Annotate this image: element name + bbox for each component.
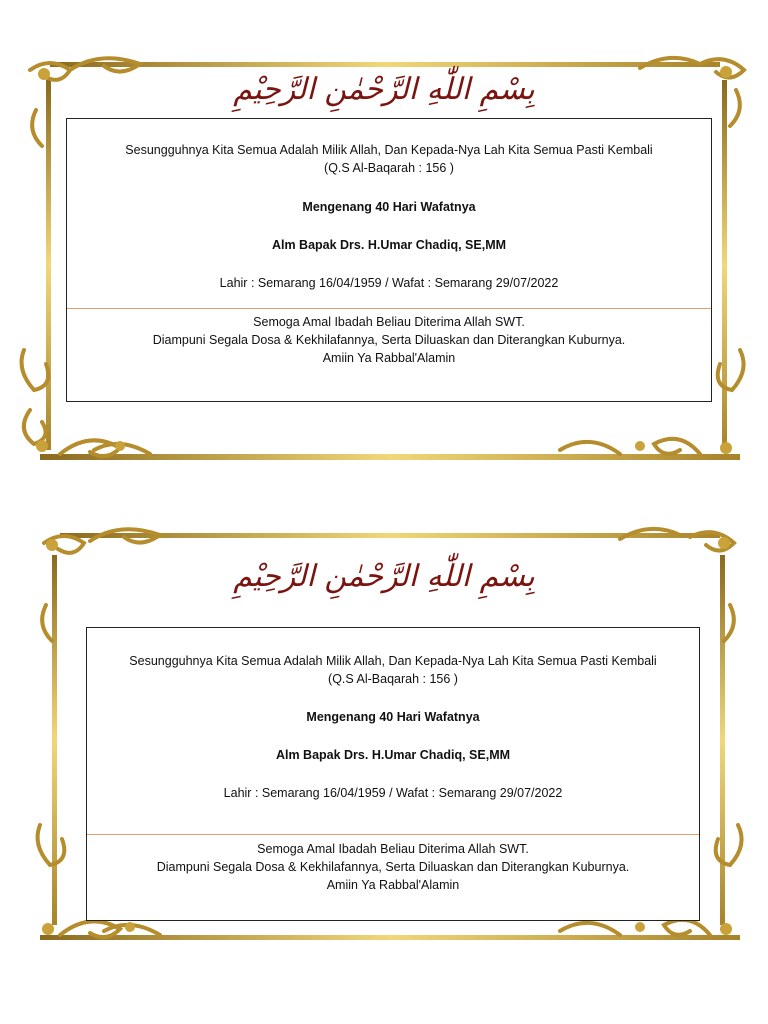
deceased-name: Alm Bapak Drs. H.Umar Chadiq, SE,MM xyxy=(275,748,511,762)
verse-citation: (Q.S Al-Baqarah : 156 ) xyxy=(328,672,458,686)
bismillah-calligraphy: بِسْمِ اللّٰهِ الرَّحْمٰنِ الرَّحِيْمِ xyxy=(233,559,535,594)
birth-death-dates: Lahir : Semarang 16/04/1959 / Wafat : Semarang 29/07/2022 xyxy=(219,276,559,290)
memorial-card-1 xyxy=(0,50,768,470)
prayer-line-3: Amiin Ya Rabbal'Alamin xyxy=(322,351,456,365)
prayer-line-1: Semoga Amal Ibadah Beliau Diterima Allah SWT. xyxy=(257,842,529,856)
verse-text: Sesungguhnya Kita Semua Adalah Milik Allah, Dan Kepada-Nya Lah Kita Semua Pasti Kembali xyxy=(125,143,653,157)
separator-line xyxy=(87,834,699,835)
verse-citation: (Q.S Al-Baqarah : 156 ) xyxy=(324,161,454,175)
deceased-name: Alm Bapak Drs. H.Umar Chadiq, SE,MM xyxy=(271,238,507,252)
prayer-line-2: Diampuni Segala Dosa & Kekhilafannya, Serta Diluaskan dan Diterangkan Kuburnya. xyxy=(156,860,630,874)
verse-text: Sesungguhnya Kita Semua Adalah Milik Allah, Dan Kepada-Nya Lah Kita Semua Pasti Kembali xyxy=(129,654,657,668)
bismillah-calligraphy: بِسْمِ اللّٰهِ الرَّحْمٰنِ الرَّحِيْمِ xyxy=(233,72,535,107)
message-box xyxy=(86,627,700,921)
memorial-card-2 xyxy=(0,525,768,945)
separator-line xyxy=(67,308,711,309)
prayer-line-3: Amiin Ya Rabbal'Alamin xyxy=(326,878,460,892)
prayer-line-1: Semoga Amal Ibadah Beliau Diterima Allah SWT. xyxy=(253,315,525,329)
prayer-line-2: Diampuni Segala Dosa & Kekhilafannya, Serta Diluaskan dan Diterangkan Kuburnya. xyxy=(152,333,626,347)
birth-death-dates: Lahir : Semarang 16/04/1959 / Wafat : Semarang 29/07/2022 xyxy=(223,786,563,800)
message-box xyxy=(66,118,712,402)
occasion-title: Mengenang 40 Hari Wafatnya xyxy=(302,200,476,214)
occasion-title: Mengenang 40 Hari Wafatnya xyxy=(306,710,480,724)
